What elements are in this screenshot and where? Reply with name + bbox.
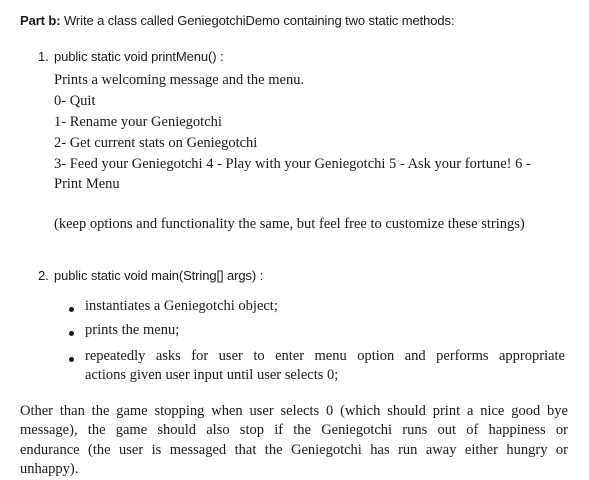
closing-line: Other than the game stopping when user selects 0 (which should print a nice good bye — [20, 403, 568, 419]
method-2-number: 2. — [38, 268, 49, 283]
bullet-dot-icon — [69, 357, 74, 362]
method-2-signature: public static void main(String[] args) : — [54, 268, 264, 283]
bullet-item: repeatedly asks for user to enter menu option and performs appropriate — [85, 348, 565, 364]
heading-text: Write a class called GeniegotchiDemo containing two static methods: — [60, 13, 455, 28]
part-label: Part b: — [20, 13, 61, 28]
method-1-number: 1. — [38, 49, 49, 64]
part-b-heading — [20, 13, 454, 28]
menu-option-stats: 2- Get current stats on Geniegotchi — [54, 135, 258, 151]
menu-option-print-menu: Print Menu — [54, 176, 120, 192]
closing-line: unhappy). — [20, 461, 79, 478]
bullet-dot-icon — [69, 307, 74, 312]
menu-option-feed-play-fortune: 3- Feed your Geniegotchi 4 - Play with your Geniegotchi 5 - Ask your fortune! 6 - — [54, 156, 531, 172]
menu-option-rename: 1- Rename your Geniegotchi — [54, 114, 222, 130]
method-1-signature: public static void printMenu() : — [54, 49, 224, 64]
menu-option-quit: 0- Quit — [54, 93, 96, 109]
bullet-item-continuation: actions given user input until user selects 0; — [85, 367, 339, 383]
closing-line: message), the game should also stop if the Geniegotchi runs out of happiness or — [20, 422, 568, 439]
closing-line: endurance (the user is messaged that the Geniegotchi has run away either hungry or — [20, 441, 568, 458]
customize-note: (keep options and functionality the same, but feel free to customize these strings) — [54, 216, 525, 232]
bullet-item: prints the menu; — [85, 322, 180, 338]
method-1-line: Prints a welcoming message and the menu. — [54, 72, 305, 88]
closing-paragraph — [20, 402, 568, 480]
bullet-item: instantiates a Geniegotchi object; — [85, 298, 278, 314]
bullet-dot-icon — [69, 331, 74, 336]
